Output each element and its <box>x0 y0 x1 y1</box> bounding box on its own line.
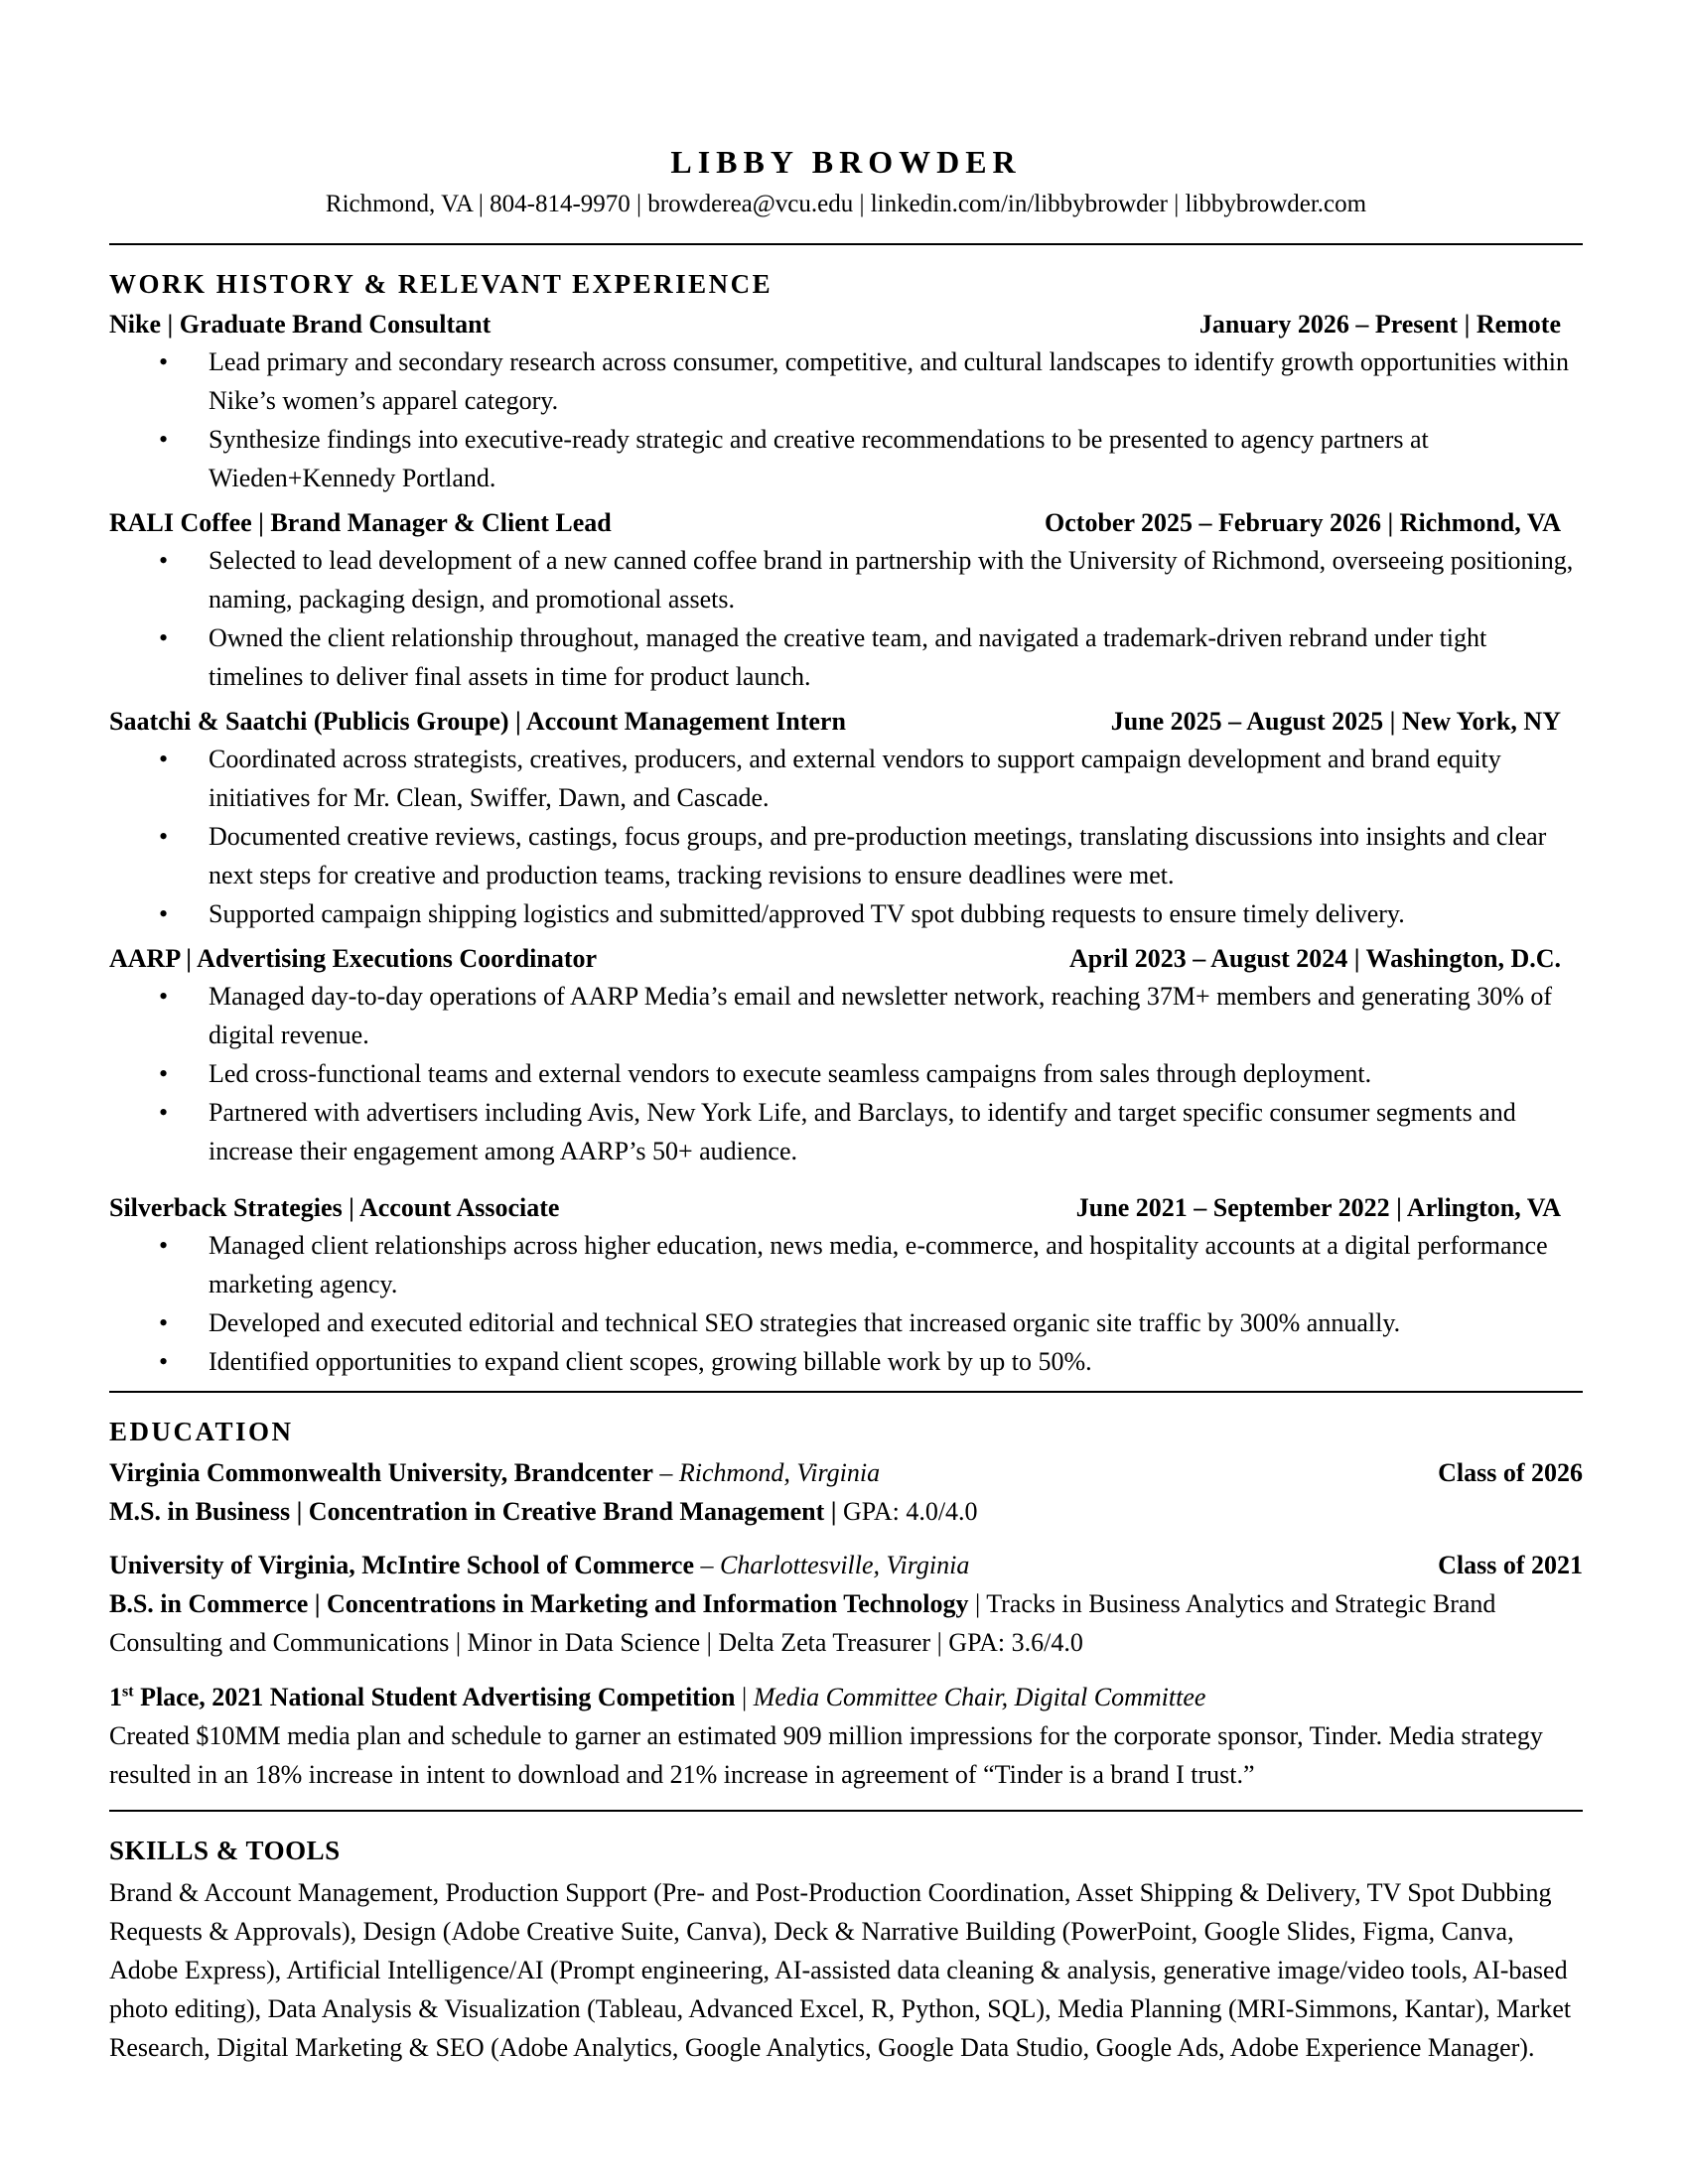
award-header <box>109 1678 1583 1716</box>
contact-line: Richmond, VA | 804-814-9970 | browderea@vcu.edu | linkedin.com/in/libbybrowder | libbybrowder.com <box>325 191 1367 217</box>
degree-line <box>109 1492 1583 1531</box>
school-location: – Richmond, Virginia <box>652 1458 881 1487</box>
award-separator: | <box>735 1683 754 1711</box>
school-line <box>109 1547 969 1584</box>
award-role: Media Committee Chair, Digital Committee <box>753 1683 1206 1711</box>
candidate-name: LIBBY BROWDER <box>670 144 1022 180</box>
degree-details: | Tracks in Business Analytics and Strategic Brand Consulting and Communications | Minor in Data Science | Delta Zeta Treasurer | GPA: 3.6/4.0 <box>109 1589 1496 1657</box>
bullet-item: • Partnered with advertisers including Avis, New York Life, and Barclays, to identify and target specific consumer segments and increase their engagement among AARP’s 50+ audience. <box>109 1093 1583 1170</box>
job-header <box>109 307 1583 342</box>
award-description: Created $10MM media plan and schedule to garner an estimated 909 million impressions for the corporate sponsor, Tinder. Media strategy resulted in an 18% increase in intent to download and 21% increase in agreement of “Tinder is a brand I trust.” <box>109 1721 1543 1789</box>
degree-title: B.S. in Commerce | Concentrations in Marketing and Information Technology <box>109 1589 969 1618</box>
bullet-item: • Developed and executed editorial and technical SEO strategies that increased organic site traffic by 300% annually. <box>109 1303 1583 1342</box>
education-uva <box>109 1547 1583 1662</box>
bullet-item: • Lead primary and secondary research across consumer, competitive, and cultural landscapes to identify growth opportunities within Nike’s women’s apparel category. <box>109 342 1583 420</box>
job-bullets <box>109 977 1583 1170</box>
bullet-item: • Coordinated across strategists, creatives, producers, and external vendors to support campaign development and brand equity initiatives for Mr. Clean, Swiffer, Dawn, and Cascade. <box>109 740 1583 817</box>
award-nsac <box>109 1678 1583 1794</box>
education-header <box>109 1454 1583 1492</box>
job-dates: June 2021 – September 2022 | Arlington, VA <box>1075 1193 1561 1222</box>
job-title: Saatchi & Saatchi (Publicis Groupe) | Account Management Intern <box>109 707 846 736</box>
school-location: – Charlottesville, Virginia <box>694 1551 970 1579</box>
education-section-title: EDUCATION <box>109 1417 294 1446</box>
section-divider <box>109 1391 1583 1393</box>
education-vcu <box>109 1454 1583 1531</box>
job-bullets <box>109 342 1583 497</box>
school-name: University of Virginia, McIntire School of Commerce <box>109 1551 694 1579</box>
job-title: Nike | Graduate Brand Consultant <box>109 310 492 339</box>
degree-gpa: GPA: 4.0/4.0 <box>836 1497 978 1526</box>
skills-list: Brand & Account Management, Production Support (Pre- and Post-Production Coordination, Asset Shipping & Delivery, TV Spot Dubbing Requests & Approvals), Design (Adobe Creative Suite, Canva), Deck & Narrative Building (PowerPoint, Google Slides, Figma, Canva, Adobe Express), Artificial Intelligence/AI (Prompt engineering, AI-assisted data cleaning & analysis, generative image/video tools, AI-based photo editing), Data Analysis & Visualization (Tableau, Advanced Excel, R, Python, SQL), Media Planning (MRI-Simmons, Kantar), Market Research, Digital Marketing & SEO (Adobe Analytics, Google Analytics, Google Data Studio, Google Ads, Adobe Experience Manager). <box>109 1878 1572 2062</box>
job-dates: January 2026 – Present | Remote <box>1198 310 1561 339</box>
bullet-item: • Managed client relationships across higher education, news media, e-commerce, and hospitality accounts at a digital performance marketing agency. <box>109 1226 1583 1303</box>
job-saatchi <box>109 704 1583 933</box>
job-silverback <box>109 1190 1583 1381</box>
award-place-suffix: st <box>122 1683 134 1701</box>
job-bullets <box>109 1226 1583 1381</box>
job-aarp <box>109 941 1583 1170</box>
bullet-item: • Supported campaign shipping logistics and submitted/approved TV spot dubbing requests to ensure timely delivery. <box>109 894 1583 933</box>
job-bullets <box>109 541 1583 696</box>
job-header <box>109 941 1583 977</box>
bullet-item: • Identified opportunities to expand client scopes, growing billable work by up to 50%. <box>109 1342 1583 1381</box>
section-divider <box>109 1810 1583 1812</box>
job-header <box>109 1190 1583 1226</box>
award-place: 1 <box>109 1683 122 1711</box>
job-rali-coffee <box>109 505 1583 696</box>
bullet-item: • Selected to lead development of a new canned coffee brand in partnership with the University of Richmond, overseeing positioning, naming, packaging design, and promotional assets. <box>109 541 1583 618</box>
graduation-class: Class of 2026 <box>1438 1458 1583 1487</box>
graduation-class: Class of 2021 <box>1438 1551 1583 1579</box>
spacer <box>109 1178 1583 1190</box>
bullet-item: • Synthesize findings into executive-ready strategic and creative recommendations to be presented to agency partners at Wieden+Kennedy Portland. <box>109 420 1583 497</box>
job-title: AARP | Advertising Executions Coordinator <box>109 944 598 973</box>
award-title: Place, 2021 National Student Advertising Competition <box>133 1683 736 1711</box>
job-title: RALI Coffee | Brand Manager & Client Lead <box>109 508 612 537</box>
job-dates: April 2023 – August 2024 | Washington, D.C. <box>1068 944 1561 973</box>
job-dates: October 2025 – February 2026 | Richmond, VA <box>1045 508 1561 537</box>
job-dates: June 2025 – August 2025 | New York, NY <box>1110 707 1561 736</box>
section-divider <box>109 243 1583 245</box>
job-bullets <box>109 740 1583 933</box>
job-nike <box>109 307 1583 497</box>
job-title: Silverback Strategies | Account Associate <box>109 1193 560 1222</box>
skills-section-title: SKILLS & TOOLS <box>109 1836 341 1865</box>
degree-title: M.S. in Business | Concentration in Creative Brand Management | <box>109 1497 837 1526</box>
bullet-item: • Managed day-to-day operations of AARP Media’s email and newsletter network, reaching 37M+ members and generating 30% of digital revenue. <box>109 977 1583 1054</box>
bullet-item: • Owned the client relationship throughout, managed the creative team, and navigated a trademark-driven rebrand under tight timelines to deliver final assets in time for product launch. <box>109 618 1583 696</box>
degree-line <box>109 1584 1583 1662</box>
job-header <box>109 505 1583 541</box>
school-line <box>109 1454 880 1492</box>
experience-section-title: WORK HISTORY & RELEVANT EXPERIENCE <box>109 269 774 299</box>
bullet-item: • Led cross-functional teams and external vendors to execute seamless campaigns from sales through deployment. <box>109 1054 1583 1093</box>
education-header <box>109 1547 1583 1584</box>
school-name: Virginia Commonwealth University, Brandcenter <box>109 1458 653 1487</box>
bullet-item: • Documented creative reviews, castings, focus groups, and pre-production meetings, translating discussions into insights and clear next steps for creative and production teams, tracking revisions to ensure deadlines were met. <box>109 817 1583 894</box>
job-header <box>109 704 1583 740</box>
